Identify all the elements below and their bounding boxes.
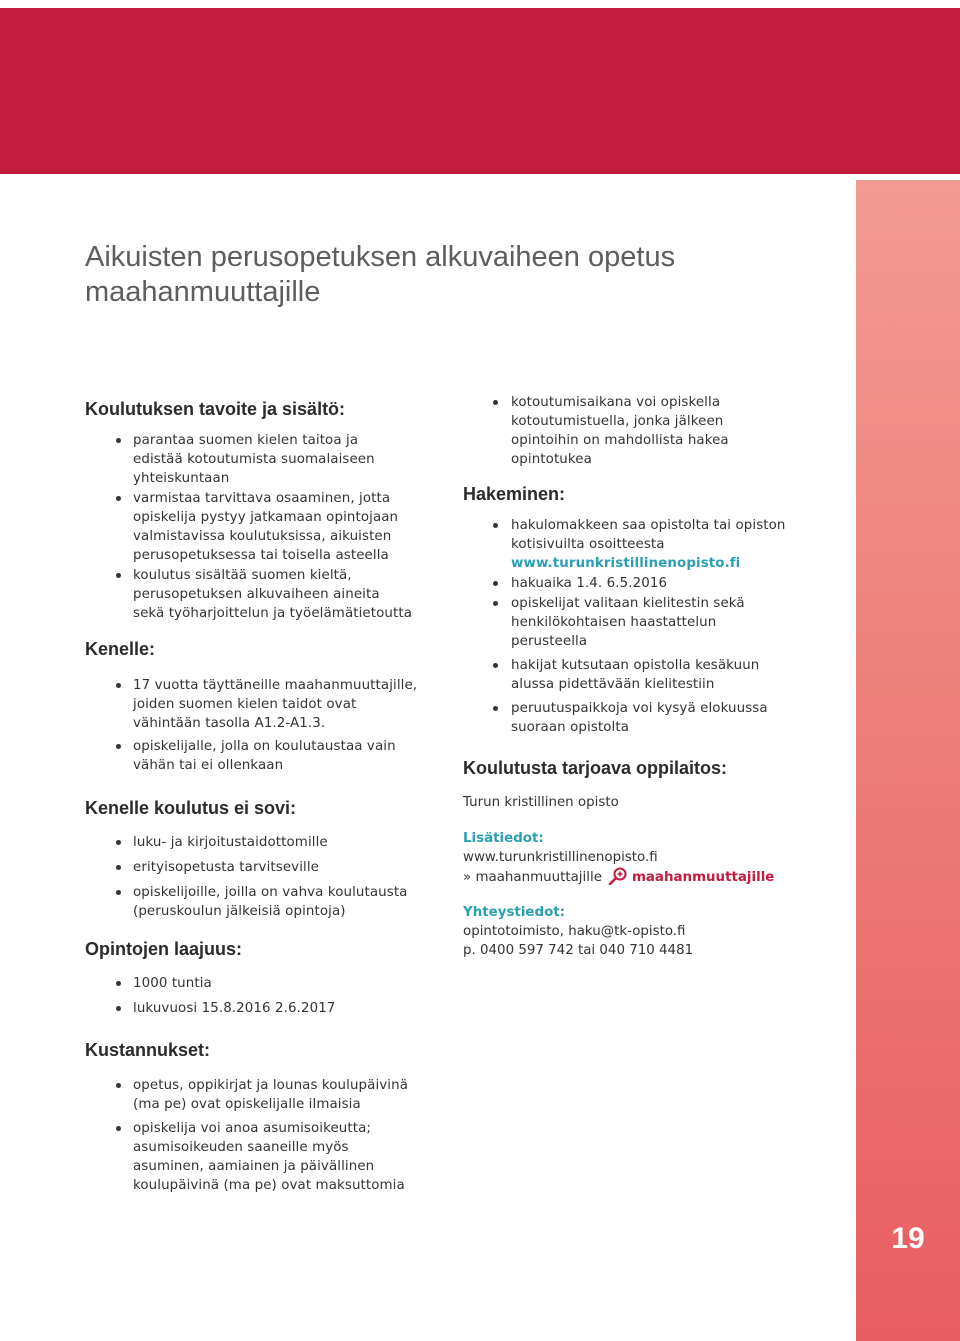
bullet-icon	[493, 400, 498, 405]
list-item: 17 vuotta täyttäneille maahanmuuttajille, joiden suomen kielen taidot ovat vähintään tasolla A1.2-A1.3.	[85, 676, 455, 733]
list-item: kotoutumisaikana voi opiskella kotoutumistuella, jonka jälkeen opintoihin on mahdollista hakea opintotukea	[463, 393, 843, 469]
bullet-icon	[116, 1083, 121, 1088]
list-item: parantaa suomen kielen taitoa ja edistää kotoutumista suomalaiseen yhteiskuntaan	[85, 431, 455, 488]
tavoite-list	[85, 431, 455, 623]
kenelle-heading: Kenelle:	[85, 639, 156, 659]
bullet-icon	[116, 1006, 121, 1011]
side-accent-strip	[856, 180, 960, 1341]
contact-email: opintotoimisto, haku@tk-opisto.fi	[463, 924, 686, 939]
bullet-icon	[116, 496, 121, 501]
school-name: Turun kristillinen opisto	[463, 795, 619, 810]
kustannukset-list	[85, 1076, 455, 1195]
tavoite-heading: Koulutuksen tavoite ja sisältö:	[85, 399, 346, 419]
bullet-icon	[116, 890, 121, 895]
search-icon	[608, 867, 628, 891]
list-item: erityisopetusta tarvitseville	[85, 858, 455, 877]
list-item: lukuvuosi 15.8.2016 2.6.2017	[85, 999, 455, 1018]
bullet-icon	[116, 865, 121, 870]
bullet-icon	[116, 573, 121, 578]
kenelle-list	[85, 676, 455, 775]
search-keyword[interactable]: maahanmuuttajille	[631, 870, 775, 885]
list-item: hakulomakkeen saa opistolta tai opiston kotisivuilta osoitteesta www.turunkristillinenopisto.fi	[463, 516, 843, 573]
hakeminen-list	[463, 516, 843, 737]
bullet-icon	[116, 744, 121, 749]
hakeminen-heading: Hakeminen:	[463, 484, 566, 504]
list-item: varmistaa tarvittava osaaminen, jotta opiskelija pystyy jatkamaan opintojaan valmistavissa koulutuksissa, aikuisten perusopetuksessa tai toisella asteella	[85, 489, 455, 565]
header-banner	[0, 8, 960, 174]
list-item: 1000 tuntia	[85, 974, 455, 993]
laajuus-list	[85, 974, 455, 1018]
bullet-icon	[493, 581, 498, 586]
list-item: luku- ja kirjoitustaidottomille	[85, 833, 455, 852]
bullet-icon	[493, 663, 498, 668]
website-text[interactable]: www.turunkristillinenopisto.fi	[463, 850, 658, 865]
bullet-icon	[493, 706, 498, 711]
kustannukset-heading: Kustannukset:	[85, 1040, 211, 1060]
list-item: opiskelijalle, jolla on koulutaustaa vain vähän tai ei ollenkaan	[85, 737, 455, 775]
search-path	[463, 867, 843, 891]
bullet-icon	[116, 840, 121, 845]
list-item: opiskelijoille, joilla on vahva koulutausta (peruskoulun jälkeisiä opintoja)	[85, 883, 455, 921]
laajuus-heading: Opintojen laajuus:	[85, 939, 243, 959]
bullet-icon	[116, 438, 121, 443]
oppilaitos-heading: Koulutusta tarjoava oppilaitos:	[463, 758, 728, 778]
list-item: hakuaika 1.4. 6.5.2016	[463, 574, 843, 593]
list-item: opiskelija voi anoa asumisoikeutta; asumisoikeuden saaneille myös asuminen, aamiainen ja päivällinen koulupäivinä (ma pe) ovat maksuttomia	[85, 1119, 455, 1195]
bullet-icon	[493, 601, 498, 606]
path-text: » maahanmuuttajille	[463, 870, 602, 885]
bullet-icon	[116, 683, 121, 688]
right-column	[463, 393, 843, 960]
yhteystiedot-label: Yhteystiedot:	[463, 905, 566, 920]
list-item: hakijat kutsutaan opistolla kesäkuun alussa pidettävään kielitestiin	[463, 656, 843, 694]
lisatiedot-label: Lisätiedot:	[463, 831, 544, 846]
contact-phone: p. 0400 597 742 tai 040 710 4481	[463, 943, 694, 958]
kotoutuminen-list	[463, 393, 843, 469]
page-number: 19	[891, 1222, 925, 1255]
bullet-icon	[493, 523, 498, 528]
ei-sovi-heading: Kenelle koulutus ei sovi:	[85, 798, 297, 818]
page-title-line-1: Aikuisten perusopetuksen alkuvaiheen opetus	[85, 241, 676, 273]
page-title	[85, 240, 845, 310]
left-column	[85, 398, 455, 1195]
list-item: opiskelijat valitaan kielitestin sekä henkilökohtaisen haastattelun perusteella	[463, 594, 843, 651]
list-item: koulutus sisältää suomen kieltä, perusopetuksen alkuvaiheen aineita sekä työharjoittelun ja työelämätietoutta	[85, 566, 455, 623]
ei-sovi-list	[85, 833, 455, 921]
bullet-icon	[116, 1126, 121, 1131]
list-item: opetus, oppikirjat ja lounas koulupäivinä (ma pe) ovat opiskelijalle ilmaisia	[85, 1076, 455, 1114]
page-title-line-2: maahanmuuttajille	[85, 276, 321, 308]
website-link[interactable]: www.turunkristillinenopisto.fi	[511, 556, 741, 571]
bullet-icon	[116, 981, 121, 986]
list-item: peruutuspaikkoja voi kysyä elokuussa suoraan opistolta	[463, 699, 843, 737]
